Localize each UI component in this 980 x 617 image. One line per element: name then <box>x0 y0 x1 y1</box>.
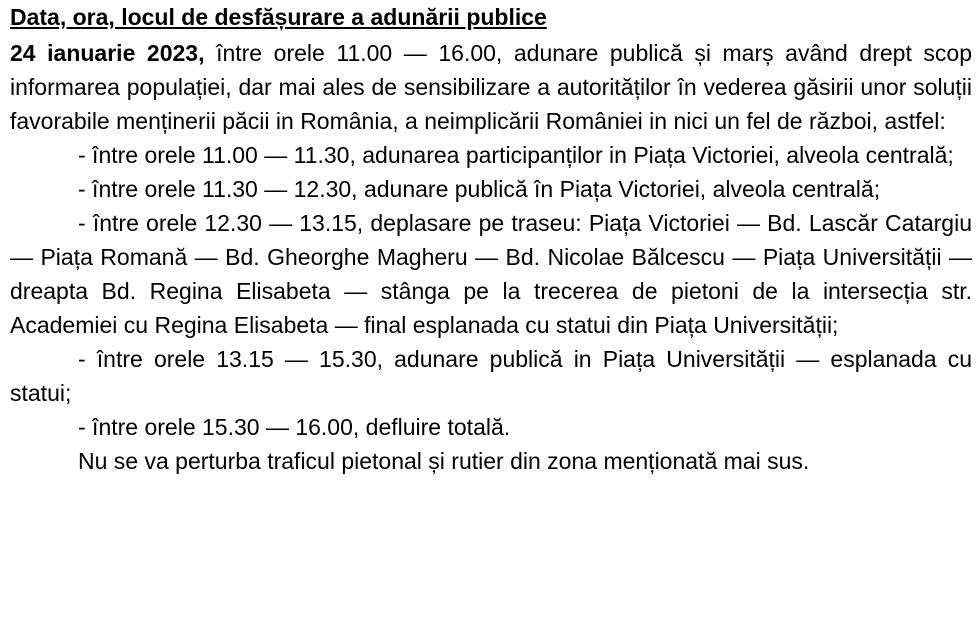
schedule-item-3: - între orele 12.30 — 13.15, deplasare pe traseu: Piața Victoriei — Bd. Lascăr Catargiu — Piața Romană — Bd. Gheorghe Magheru — Bd. Nicolae Bălcescu — Piața Universității — dreapta Bd. Regina Elisabeta — stânga pe la trecerea de pietoni de la intersecția str. Academiei cu Regina Elisabeta — final esplanada cu statui din Piața Universității; <box>10 210 972 338</box>
schedule-item-2: - între orele 11.30 — 12.30, adunare publică în Piața Victoriei, alveola centrală; <box>78 176 881 202</box>
schedule-item-1: - între orele 11.00 — 11.30, adunarea participanților in Piața Victoriei, alveola centrală; <box>78 142 954 168</box>
schedule-item-5: - între orele 15.30 — 16.00, defluire totală. <box>78 414 511 440</box>
section-heading: Data, ora, locul de desfășurare a adunării publice <box>10 4 547 30</box>
event-date: 24 ianuarie 2023, <box>10 40 205 66</box>
intro-text: între orele 11.00 — 16.00, adunare publică și marș având drept scop informarea populației, dar mai ales de sensibilizare a autorităților în vederea găsirii unor soluții favorabile menținerii păcii in România, a neimplicării României in nici un fel de război, astfel: <box>10 40 972 134</box>
closing-note: Nu se va perturba traficul pietonal și rutier din zona menționată mai sus. <box>78 448 810 474</box>
document-body <box>10 0 972 478</box>
schedule-item-4: - între orele 13.15 — 15.30, adunare publică in Piața Universității — esplanada cu statui; <box>10 346 972 406</box>
intro-paragraph <box>10 36 972 138</box>
